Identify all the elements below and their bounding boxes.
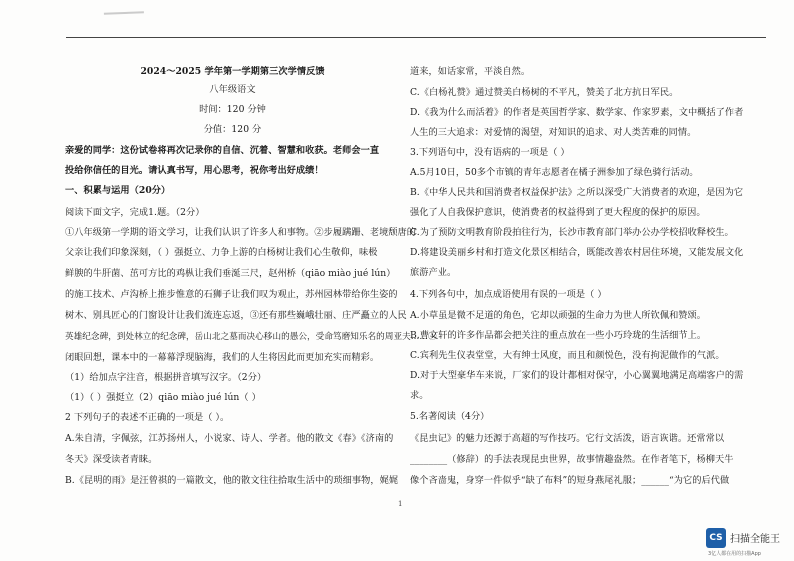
right-line: ________（修辞）的手法表现昆虫世界，故事情趣盎然。在作者笔下，杨柳天牛 xyxy=(410,454,734,465)
question-1: （1）给加点字注音，根据拼音填写汉字。（2分） xyxy=(65,372,267,383)
question-4: 4.下列各句中，加点成语使用有误的一项是（ ） xyxy=(410,289,607,300)
exam-title: 2024～2025 学年第一学期第三次学情反馈 xyxy=(140,66,325,77)
question-1-blanks: （1）（ ）强挺立（2）qiāo miào jué lún（ ） xyxy=(65,392,261,403)
scanner-watermark xyxy=(706,528,792,558)
left-line: 树木、别具匠心的门窗设计让我们流连忘返，③还有那些巍峨壮丽、庄严矗立的人民 xyxy=(65,310,407,321)
question-3: 3.下列语句中，没有语病的一项是（ ） xyxy=(410,147,570,158)
pen-mark xyxy=(104,11,144,20)
header-rule xyxy=(66,37,766,38)
option-a: A.朱自清，字佩弦，江苏扬州人，小说家、诗人、学者。他的散文《春》《济南的 xyxy=(65,433,394,444)
option-c: C.《白杨礼赞》通过赞美白杨树的不平凡，赞美了北方抗日军民。 xyxy=(410,87,679,98)
left-line: 投给你信任的目光。请认真书写，用心思考，祝你考出好成绩！ xyxy=(65,165,324,176)
option-a: A.小草虽是微不足道的角色，它却以顽强的生命力为世人所钦佩和赞颂。 xyxy=(410,310,707,321)
option-a: A.5月10日，50多个市镇的青年志愿者在橘子洲参加了绿色骑行活动。 xyxy=(410,167,699,178)
left-line: 英雄纪念碑，到处林立的纪念碑，岳山北之墓而决心移山的愚公，受命笃磨知乐名的周亚夫……④ xyxy=(65,332,437,342)
exam-score: 分值：120 分 xyxy=(203,124,262,135)
option-d: D.将建设美丽乡村和打造文化景区相结合，既能改善农村居住环境，又能发展文化 xyxy=(410,247,744,258)
camscanner-logo-icon: CS xyxy=(706,528,726,548)
option-c: C.宾利先生仪表堂堂，大有绅士风度，而且和颜悦色，没有拘泥做作的气派。 xyxy=(410,350,725,361)
option-b: B.《中华人民共和国消费者权益保护法》之所以深受广大消费者的欢迎，是因为它 xyxy=(410,187,744,198)
right-line: 道来，如话家常，平淡自然。 xyxy=(410,66,531,77)
option-b: B.《昆明的雨》是汪曾祺的一篇散文，他的散文往往拾取生活中的琐细事物，娓娓 xyxy=(65,475,399,486)
left-line: 父亲让我们印象深刻，（ ）强挺立、力争上游的白杨树让我们心生敬仰，味极 xyxy=(65,247,378,258)
left-line: 的施工技术、卢沟桥上推步惟意的石狮子让我们叹为观止，苏州园林带给你生姿的 xyxy=(65,289,398,300)
right-line: 旅游产业。 xyxy=(410,267,457,278)
left-line: 阅读下面文字，完成1.题。（2分） xyxy=(65,207,205,218)
left-line: 冬天》深受读者青睐。 xyxy=(65,454,158,465)
section-heading: 一、积累与运用（20分） xyxy=(65,185,171,196)
left-line: 鲜腴的牛肝菌、茁可方比的鸡枞让我们垂涎三尺，赵州桥（qiāo miào jué lún） xyxy=(65,268,396,279)
option-d: D.《我为什么而活着》的作者是英国哲学家、数学家、作家罗素，文中概括了作者 xyxy=(410,107,744,118)
exam-grade: 八年级语文 xyxy=(209,84,256,95)
right-line: 求。 xyxy=(410,390,429,401)
exam-time: 时间：120 分钟 xyxy=(199,104,266,115)
left-line: 闭眼回想，课本中的一幕幕浮现脑海，我们的人生将因此而更加充实而精彩。 xyxy=(65,352,380,363)
right-line: 人生的三大追求：对爱情的渴望，对知识的追求、对人类苦难的同情。 xyxy=(410,127,697,138)
right-line: 像个吝啬鬼，身穿一件似乎“缺了布料”的短身燕尾礼服；______“为它的后代做 xyxy=(410,475,730,486)
left-line: ①八年级第一学期的语文学习，让我们认识了许多人和事物。②步履蹒跚、老境颓唐的 xyxy=(65,227,417,238)
right-line: 强化了人自我保护意识，使消费者的权益得到了更大程度的保护的原因。 xyxy=(410,207,706,218)
left-line: 亲爱的同学：这份试卷将再次记录你的自信、沉着、智慧和收获。老师会一直 xyxy=(65,145,380,156)
option-c: C.为了预防文明教育阶段拍往行为，长沙市教育部门举办公办学校招收释校生。 xyxy=(410,227,734,238)
option-b: B.曹文轩的许多作品都会把关注的重点放在一些小巧玲珑的生活细节上。 xyxy=(410,330,707,341)
watermark-tagline: 3亿人都在用的扫描App xyxy=(708,551,761,557)
option-d: D.对于大型豪华车来说，厂家们的设计都相对保守，小心翼翼地满足高端客户的需 xyxy=(410,370,744,381)
right-line: 《昆虫记》的魅力还源于高超的写作技巧。它行文活泼，语言诙谐。还常常以 xyxy=(410,433,725,444)
page-number: 1 xyxy=(398,500,403,508)
question-2: 2 下列句子的表述不正确的一项是（ ）。 xyxy=(65,412,230,423)
watermark-name: 扫描全能王 xyxy=(730,534,780,545)
question-5: 5.名著阅读（4分） xyxy=(410,411,490,422)
